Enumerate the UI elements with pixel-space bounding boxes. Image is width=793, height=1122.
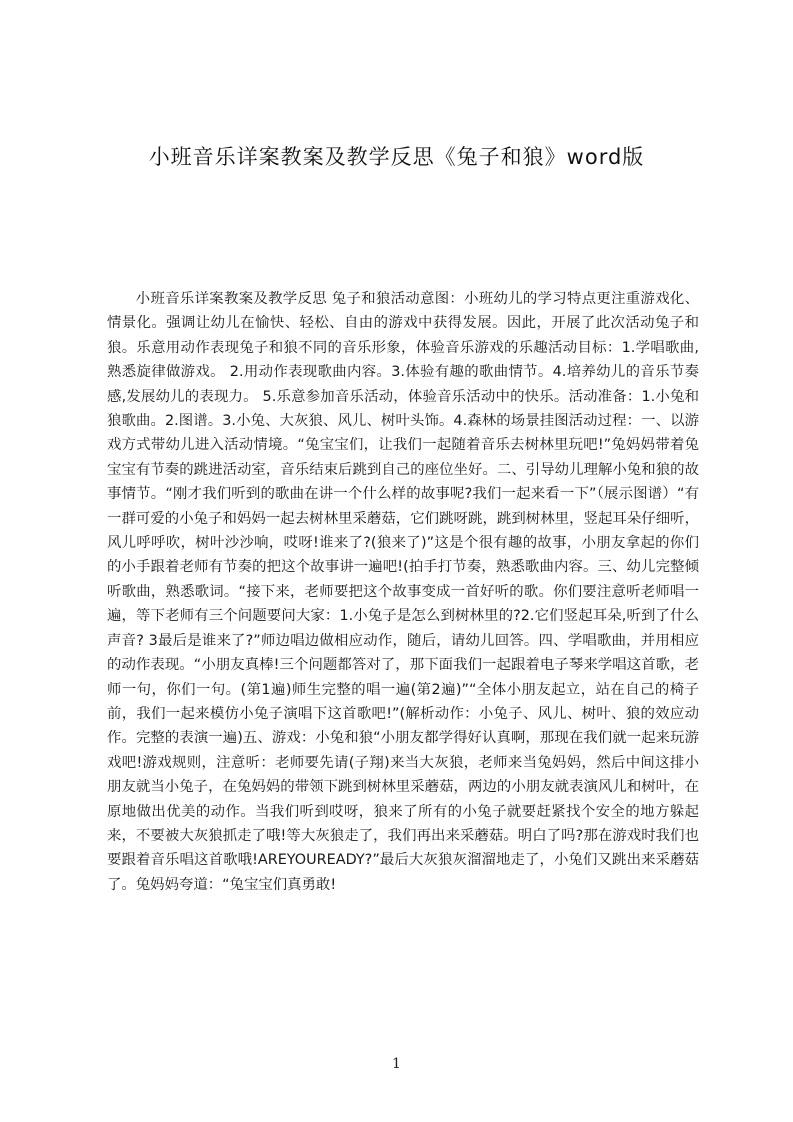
document-title: 小班音乐详案教案及教学反思《兔子和狼》word版 bbox=[148, 145, 645, 169]
document-body-paragraph: 小班音乐详案教案及教学反思 兔子和狼活动意图：小班幼儿的学习特点更注重游戏化、情景化。强调让幼儿在愉快、轻松、自由的游戏中获得发展。因此，开展了此次活动兔子和狼。乐意用动作表现兔子和狼不同的音乐形象，体验音乐游戏的乐趣活动目标：1.学唱歌曲,熟悉旋律做游戏。 2.用动作表现歌曲内容。3.体验有趣的歌曲情节。4.培养幼儿的音乐节奏感,发展幼儿的表现力。 5.乐意参加音乐活动，体验音乐活动中的快乐。活动准备：1.小兔和狼歌曲。2.图谱。3.小兔、大灰狼、风儿、树叶头饰。4.森林的场景挂图活动过程：一、以游戏方式带幼儿进入活动情境。“兔宝宝们，让我们一起随着音乐去树林里玩吧!”兔妈妈带着兔宝宝有节奏的跳进活动室，音乐结束后跳到自己的座位坐好。二、引导幼儿理解小兔和狼的故事情节。“刚才我们听到的歌曲在讲一个什么样的故事呢?我们一起来看一下”（展示图谱）“有一群可爱的小兔子和妈妈一起去树林里采蘑菇，它们跳呀跳，跳到树林里，竖起耳朵仔细听，风儿呼呼吹，树叶沙沙响，哎呀!谁来了?(狼来了)”这是个很有趣的故事，小朋友拿起的你们的小手跟着老师有节奏的把这个故事讲一遍吧!(拍手打节奏，熟悉歌曲内容。三、幼儿完整倾听歌曲，熟悉歌词。“接下来，老师要把这个故事变成一首好听的歌。你们要注意听老师唱一遍，等下老师有三个问题要问大家：1.小兔子是怎么到树林里的?2.它们竖起耳朵,听到了什么声音? 3最后是谁来了?”师边唱边做相应动作，随后，请幼儿回答。四、学唱歌曲，并用相应的动作表现。“小朋友真棒!三个问题都答对了，那下面我们一起跟着电子琴来学唱这首歌，老师一句，你们一句。(第1遍)师生完整的唱一遍(第2遍)”“全体小朋友起立，站在自己的椅子前，我们一起来模仿小兔子演唱下这首歌吧!”(解析动作：小兔子、风儿、树叶、狼的效应动作。完整的表演一遍)五、游戏：小兔和狼“小朋友都学得好认真啊，那现在我们就一起来玩游戏吧!游戏规则，注意听：老师要先请(子翔)来当大灰狼，老师来当兔妈妈，然后中间这排小朋友就当小兔子，在兔妈妈的带领下跳到树林里采蘑菇，两边的小朋友就表演风儿和树叶，在原地做出优美的动作。当我们听到哎呀，狼来了所有的小兔子就要赶紧找个安全的地方躲起来，不要被大灰狼抓走了哦!等大灰狼走了，我们再出来采蘑菇。明白了吗?那在游戏时我们也要跟着音乐唱这首歌哦!AREYOUREADY?”最后大灰狼灰溜溜地走了，小兔们又跳出来采蘑菇了。兔妈妈夸道：“兔宝宝们真勇敢! bbox=[107, 291, 699, 893]
page-number: 1 bbox=[392, 1056, 401, 1072]
